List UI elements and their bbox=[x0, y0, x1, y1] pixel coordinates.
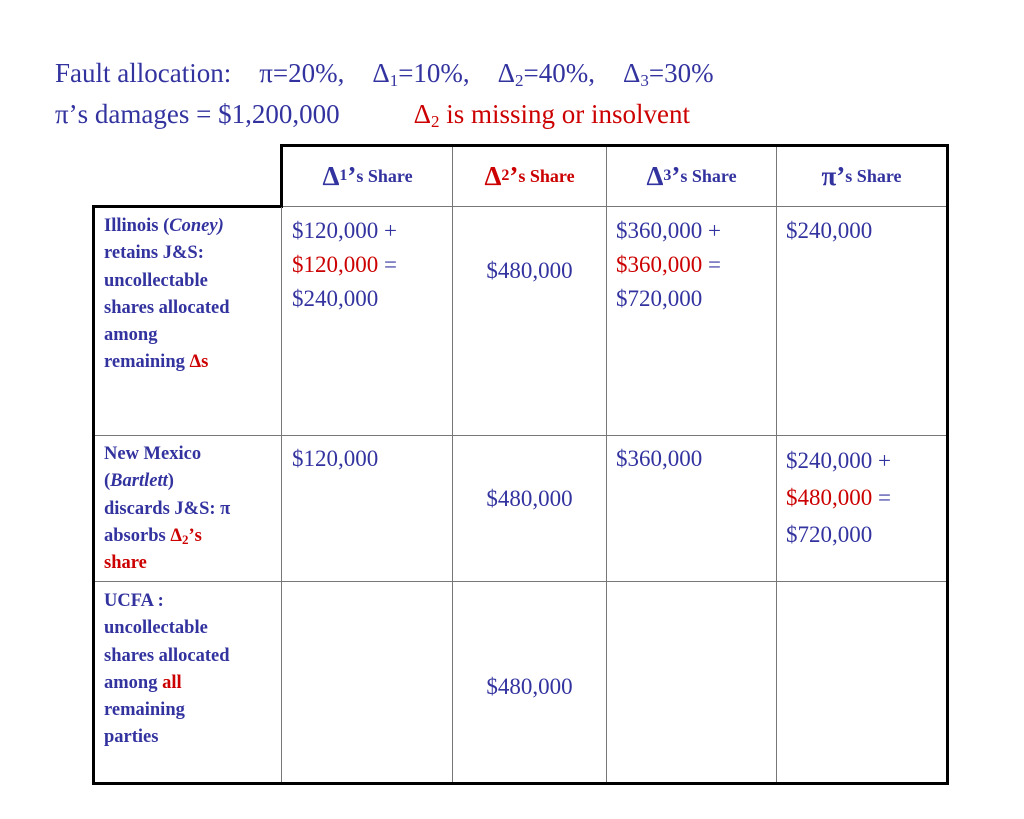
grid-line bbox=[606, 147, 607, 782]
pi-fault: π=20%, bbox=[259, 58, 345, 88]
cell-line-highlight: $480,000 bbox=[786, 485, 873, 510]
label-text: shares allocated bbox=[104, 297, 230, 318]
cell-new-mexico-pi bbox=[786, 442, 891, 553]
grid-line bbox=[281, 207, 282, 782]
cell-illinois-d3 bbox=[616, 214, 721, 316]
label-text: absorbs bbox=[104, 525, 171, 546]
label-highlight: all bbox=[162, 672, 182, 693]
cell-new-mexico-d2: $480,000 bbox=[486, 486, 573, 511]
cell-illinois-d1 bbox=[292, 214, 397, 316]
header-d1-symbol: Δ bbox=[322, 160, 340, 191]
label-text: Illinois ( bbox=[104, 216, 170, 236]
label-case-name: Coney) bbox=[169, 216, 224, 236]
label-case-name: Bartlett bbox=[110, 471, 168, 492]
table-border-bottom bbox=[92, 782, 949, 785]
cell-line: = bbox=[378, 252, 397, 277]
label-highlight: share bbox=[104, 553, 147, 574]
header-d3-symbol: Δ bbox=[646, 160, 664, 191]
header-d1-share: Δ 1 ’ s Share bbox=[322, 160, 413, 191]
label-highlight: Δ bbox=[170, 525, 182, 546]
table-border-header-bottom bbox=[92, 205, 283, 208]
cell-line: $240,000 + bbox=[786, 448, 891, 473]
label-text: retains J&S: bbox=[104, 243, 204, 264]
cell-line: = bbox=[872, 485, 891, 510]
d1-symbol: Δ bbox=[372, 58, 390, 88]
label-text: remaining bbox=[104, 352, 190, 373]
missing-sub: 2 bbox=[430, 112, 440, 131]
cell-line: $360,000 bbox=[616, 446, 703, 471]
d2-symbol: Δ bbox=[497, 58, 516, 88]
d2-sub: 2 bbox=[515, 71, 524, 90]
label-text: uncollectable bbox=[104, 270, 208, 291]
grid-line bbox=[283, 206, 946, 207]
table-border-left bbox=[92, 205, 95, 785]
header-d1-suffix: s Share bbox=[356, 165, 413, 186]
label-text: discards J&S: π bbox=[104, 498, 231, 519]
cell-illinois-pi bbox=[786, 214, 872, 248]
header-d2-suffix: s Share bbox=[518, 165, 575, 186]
d3-sub: 3 bbox=[640, 71, 649, 90]
damages-line bbox=[55, 98, 690, 130]
header-d1-apos: ’ bbox=[347, 160, 357, 191]
row-label-illinois bbox=[104, 213, 274, 377]
header-pi-apos: ’ bbox=[836, 160, 846, 191]
fault-allocation-line bbox=[55, 57, 714, 89]
d2-fault: =40%, bbox=[523, 58, 596, 88]
fault-label: Fault allocation: bbox=[55, 58, 232, 88]
grid-line bbox=[95, 581, 946, 582]
row-label-new-mexico bbox=[104, 441, 274, 577]
d1-fault: =10%, bbox=[398, 58, 470, 88]
label-text: shares allocated bbox=[104, 645, 230, 666]
label-text: ( bbox=[104, 471, 111, 492]
cell-new-mexico-d3 bbox=[616, 442, 702, 476]
cell-line: $360,000 + bbox=[616, 218, 721, 243]
header-d3-suffix: s Share bbox=[680, 165, 737, 186]
label-text: uncollectable bbox=[104, 618, 208, 639]
cell-line: $120,000 bbox=[292, 446, 379, 471]
label-text: parties bbox=[104, 727, 159, 748]
cell-line: $120,000 + bbox=[292, 218, 397, 243]
cell-illinois-d2: $480,000 bbox=[486, 258, 573, 283]
grid-line bbox=[95, 435, 946, 436]
label-highlight: ’s bbox=[188, 525, 202, 546]
cell-line: $720,000 bbox=[616, 286, 703, 311]
cell-line-highlight: $120,000 bbox=[292, 252, 379, 277]
damages-text: π’s damages = $1,200,000 bbox=[55, 99, 340, 129]
header-d2-share: Δ 2 ’ s Share bbox=[484, 160, 575, 191]
label-text: remaining bbox=[104, 700, 185, 721]
table-border-right bbox=[946, 144, 949, 785]
cell-ucfa-d2: $480,000 bbox=[486, 674, 573, 699]
label-highlight: Δs bbox=[189, 352, 209, 373]
header-pi-symbol: π bbox=[821, 160, 837, 191]
label-text: New Mexico bbox=[104, 444, 202, 464]
header-d3-share: Δ 3 ’ s Share bbox=[646, 160, 737, 191]
d1-sub: 1 bbox=[389, 71, 399, 90]
missing-text: is missing or insolvent bbox=[439, 99, 690, 129]
label-text: among bbox=[104, 672, 163, 693]
cell-line: $240,000 bbox=[786, 218, 873, 243]
header-pi-suffix: s Share bbox=[845, 165, 902, 186]
cell-new-mexico-d1 bbox=[292, 442, 378, 476]
missing-delta: Δ bbox=[413, 99, 431, 129]
header-d2-apos: ’ bbox=[509, 160, 519, 191]
d3-symbol: Δ bbox=[623, 58, 641, 88]
cell-line-highlight: $360,000 bbox=[616, 252, 703, 277]
row-label-ucfa bbox=[104, 588, 274, 752]
grid-line bbox=[776, 147, 777, 782]
label-text: among bbox=[104, 325, 158, 346]
label-text: UCFA : bbox=[104, 591, 164, 611]
d3-fault: =30% bbox=[648, 58, 714, 88]
label-highlight-sub: 2 bbox=[181, 531, 189, 547]
header-pi-share bbox=[777, 146, 946, 206]
header-d2-symbol: Δ bbox=[484, 160, 502, 191]
header-d3-apos: ’ bbox=[671, 160, 681, 191]
cell-line: = bbox=[702, 252, 721, 277]
cell-line: $240,000 bbox=[292, 286, 379, 311]
cell-line: $720,000 bbox=[786, 522, 873, 547]
label-text: ) bbox=[167, 471, 174, 492]
